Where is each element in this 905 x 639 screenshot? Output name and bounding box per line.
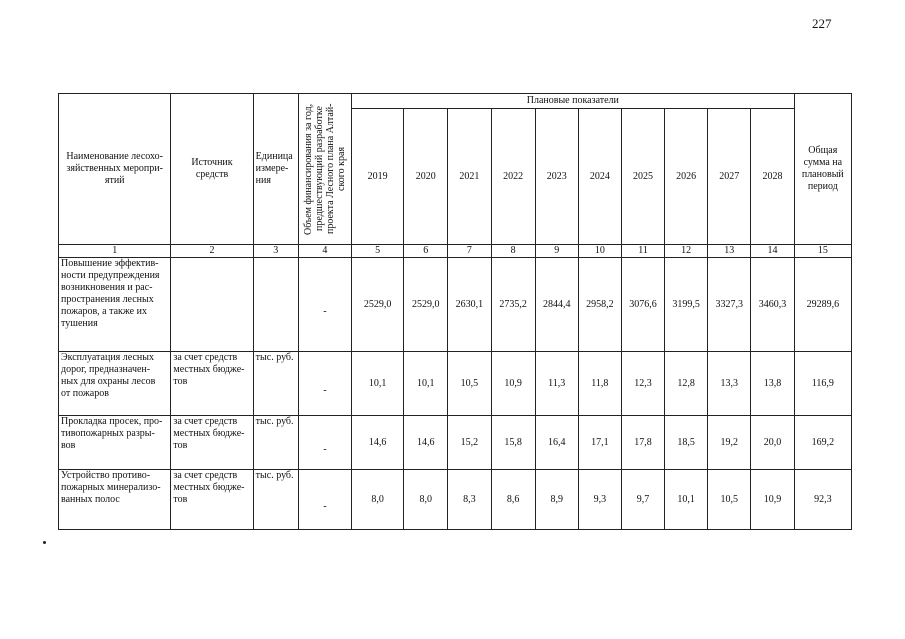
total-value: 169,2 xyxy=(794,416,851,470)
prev-year-volume: - xyxy=(298,470,351,530)
header-year: 2020 xyxy=(404,109,448,245)
year-value: 17,8 xyxy=(621,416,664,470)
prev-year-volume: - xyxy=(298,352,351,416)
header-total: Общая сумма на плановый период xyxy=(794,94,851,245)
year-value: 10,5 xyxy=(448,352,491,416)
column-number: 12 xyxy=(665,245,708,258)
unit-of-measure: тыс. руб. xyxy=(253,470,298,530)
page-number: 227 xyxy=(812,16,832,31)
year-value: 11,8 xyxy=(578,352,621,416)
column-number: 7 xyxy=(448,245,491,258)
header-prev-volume: Объем финансирования за год, предшествующий разработке проекта Лесного плана Алтай-ского края xyxy=(302,103,347,235)
year-value: 8,0 xyxy=(404,470,448,530)
year-value: 8,6 xyxy=(491,470,535,530)
column-number: 1 xyxy=(59,245,171,258)
year-value: 9,3 xyxy=(578,470,621,530)
column-number: 14 xyxy=(751,245,794,258)
activity-name: Эксплуатация лесных дорог, предназначен- ных для охраны лесов от пожаров xyxy=(59,352,171,416)
year-value: 10,5 xyxy=(708,470,751,530)
table-row xyxy=(59,416,852,470)
header-year: 2026 xyxy=(665,109,708,245)
header-prev-volume-cell xyxy=(298,94,351,245)
total-value: 116,9 xyxy=(794,352,851,416)
total-value: 29289,6 xyxy=(794,258,851,352)
column-number: 6 xyxy=(404,245,448,258)
unit-of-measure: тыс. руб. xyxy=(253,416,298,470)
plan-table xyxy=(58,93,852,530)
table-row xyxy=(59,258,852,352)
header-year: 2022 xyxy=(491,109,535,245)
year-value: 2735,2 xyxy=(491,258,535,352)
year-value: 18,5 xyxy=(665,416,708,470)
table-row xyxy=(59,352,852,416)
year-value: 12,8 xyxy=(665,352,708,416)
column-number: 8 xyxy=(491,245,535,258)
year-value: 10,9 xyxy=(751,470,794,530)
table-row xyxy=(59,470,852,530)
year-value: 20,0 xyxy=(751,416,794,470)
year-value: 10,1 xyxy=(352,352,404,416)
header-source: Источник средств xyxy=(171,94,253,245)
year-value: 12,3 xyxy=(621,352,664,416)
year-value: 10,1 xyxy=(665,470,708,530)
year-value: 2844,4 xyxy=(535,258,578,352)
year-value: 8,0 xyxy=(352,470,404,530)
funding-source: за счет средств местных бюдже- тов xyxy=(171,352,253,416)
year-value: 10,1 xyxy=(404,352,448,416)
year-value: 17,1 xyxy=(578,416,621,470)
header-year: 2021 xyxy=(448,109,491,245)
year-value: 2529,0 xyxy=(404,258,448,352)
column-number: 11 xyxy=(621,245,664,258)
header-year: 2019 xyxy=(352,109,404,245)
year-value: 3460,3 xyxy=(751,258,794,352)
column-number: 10 xyxy=(578,245,621,258)
header-year: 2024 xyxy=(578,109,621,245)
activity-name: Устройство противо- пожарных минерализо- ванных полос xyxy=(59,470,171,530)
stray-dot xyxy=(43,541,46,544)
header-unit: Единица измере- ния xyxy=(253,94,298,245)
year-value: 13,8 xyxy=(751,352,794,416)
year-value: 8,3 xyxy=(448,470,491,530)
column-number: 5 xyxy=(352,245,404,258)
funding-source xyxy=(171,258,253,352)
year-value: 9,7 xyxy=(621,470,664,530)
year-value: 14,6 xyxy=(352,416,404,470)
year-value: 15,2 xyxy=(448,416,491,470)
column-number: 2 xyxy=(171,245,253,258)
column-number: 9 xyxy=(535,245,578,258)
header-year: 2028 xyxy=(751,109,794,245)
header-planned-group: Плановые показатели xyxy=(352,94,795,109)
column-number: 3 xyxy=(253,245,298,258)
year-value: 19,2 xyxy=(708,416,751,470)
prev-year-volume: - xyxy=(298,258,351,352)
column-number: 15 xyxy=(794,245,851,258)
year-value: 16,4 xyxy=(535,416,578,470)
activity-name: Прокладка просек, про- тивопожарных разры- вов xyxy=(59,416,171,470)
column-number: 4 xyxy=(298,245,351,258)
unit-of-measure xyxy=(253,258,298,352)
year-value: 3199,5 xyxy=(665,258,708,352)
total-value: 92,3 xyxy=(794,470,851,530)
column-number: 13 xyxy=(708,245,751,258)
year-value: 10,9 xyxy=(491,352,535,416)
year-value: 15,8 xyxy=(491,416,535,470)
header-activity: Наименование лесохо- зяйственных меропри- ятий xyxy=(59,94,171,245)
year-value: 11,3 xyxy=(535,352,578,416)
year-value: 2529,0 xyxy=(352,258,404,352)
unit-of-measure: тыс. руб. xyxy=(253,352,298,416)
year-value: 14,6 xyxy=(404,416,448,470)
year-value: 2630,1 xyxy=(448,258,491,352)
funding-source: за счет средств местных бюдже- тов xyxy=(171,470,253,530)
header-year: 2025 xyxy=(621,109,664,245)
header-year: 2023 xyxy=(535,109,578,245)
table-body xyxy=(59,258,852,530)
year-value: 8,9 xyxy=(535,470,578,530)
activity-name: Повышение эффектив- ности предупреждения возникновения и рас- пространения лесных пожаров, а также их тушения xyxy=(59,258,171,352)
funding-source: за счет средств местных бюдже- тов xyxy=(171,416,253,470)
year-value: 13,3 xyxy=(708,352,751,416)
year-value: 3076,6 xyxy=(621,258,664,352)
year-value: 2958,2 xyxy=(578,258,621,352)
prev-year-volume: - xyxy=(298,416,351,470)
year-value: 3327,3 xyxy=(708,258,751,352)
header-year: 2027 xyxy=(708,109,751,245)
